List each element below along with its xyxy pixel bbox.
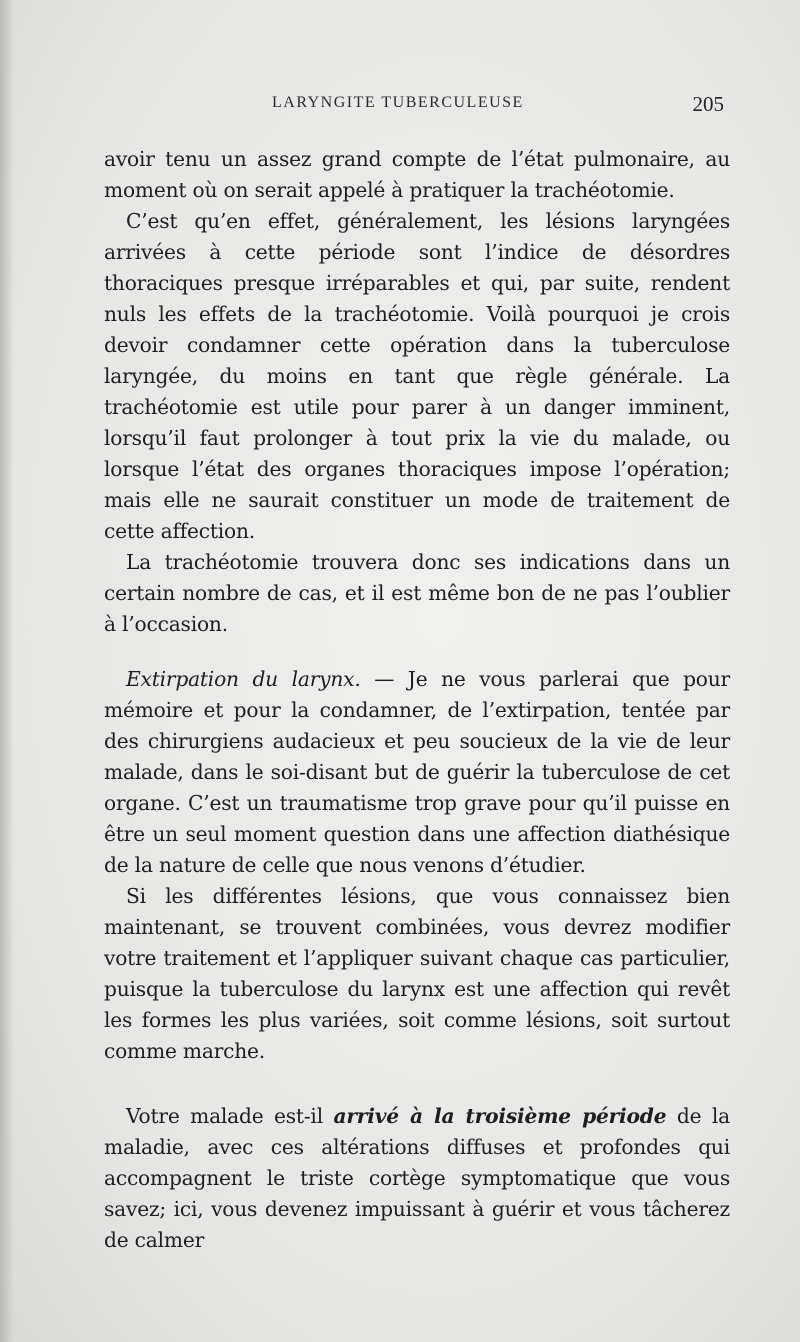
body-text <box>104 144 730 1256</box>
paragraph-2: C’est qu’en effet, généralement, les lésions laryngées arrivées à cette période sont l’indice de désordres thoraciques presque irréparables et qui, par suite, rendent nuls les effets de la trachéotomie. Voilà pourquoi je crois devoir condamner cette opération dans la tuberculose laryngée, du moins en tant que règle générale. La trachéotomie est utile pour parer à un danger imminent, lorsqu’il faut prolonger à tout prix la vie du malade, ou lorsque l’état des organes thoraciques impose l’opération; mais elle ne saurait constituer un mode de traitement de cette affection. <box>104 209 730 543</box>
paragraph-6-start: Votre malade est-il <box>126 1104 334 1128</box>
paragraph-4-body: — Je ne vous parlerai que pour mémoire et pour la condamner, de l’extirpation, tentée par des chirurgiens audacieux et peu soucieux de la vie de leur malade, dans le soi-disant but de guérir la tuberculose de cet organe. C’est un traumatisme trop grave pour qu’il puisse en être un seul moment question dans une affection diathésique de la nature de celle que nous venons d’étudier. <box>104 667 730 877</box>
paragraph-1: avoir tenu un assez grand compte de l’état pulmonaire, au moment où on serait appelé à pratiquer la trachéotomie. <box>104 147 730 202</box>
page-header <box>104 92 724 122</box>
paragraph-3: La trachéotomie trouvera donc ses indications dans un certain nombre de cas, et il est même bon de ne pas l’oublier à l’occasion. <box>104 550 730 636</box>
paragraph-6-end: de la maladie, avec ces altérations diffuses et profondes qui accompagnent le triste cortège symptomatique que vous savez; ici, vous devenez impuissant à guérir et vous tâcherez de calmer <box>104 1104 730 1252</box>
page-edge-shadow <box>0 0 14 1342</box>
paragraph-4 <box>104 664 730 881</box>
page-number: 205 <box>692 92 724 116</box>
emphasized-phrase: arrivé à la troisième période <box>333 1104 667 1128</box>
running-title: LARYNGITE TUBERCULEUSE <box>272 94 524 111</box>
section-heading-extirpation: Extirpation du larynx. <box>126 667 361 691</box>
paragraph-5: Si les différentes lésions, que vous connaissez bien maintenant, se trouvent combinées, vous devrez modifier votre traitement et l’appliquer suivant chaque cas particulier, puisque la tuberculose du larynx est une affection qui revêt les formes les plus variées, soit comme lésions, soit surtout comme marche. <box>104 884 730 1063</box>
paragraph-6 <box>104 1101 730 1256</box>
